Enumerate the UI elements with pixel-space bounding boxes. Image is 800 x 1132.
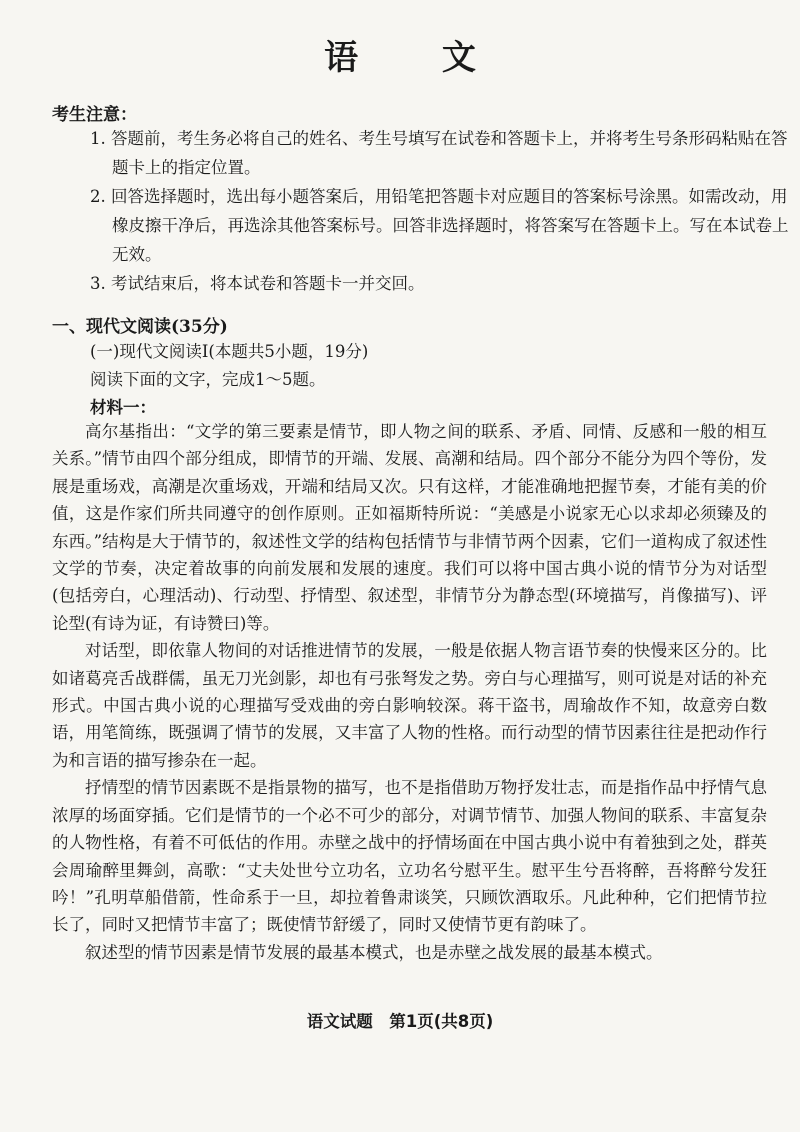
paragraph: 对话型，即依靠人物间的对话推进情节的发展，一般是依据人物言语节奏的快慢来区分的。比如诸葛亮舌战群儒，虽无刀光剑影，却也有弓张弩发之势。旁白与心理描写，则可说是对话的补充形式。中国古典小说的心理描写受戏曲的旁白影响较深。蒋干盗书，周瑜故作不知，故意旁白数语，用笔简练，既强调了情节的发展，又丰富了人物的性格。而行动型的情节因素往往是把动作行为和言语的描写掺杂在一起。 — [52, 641, 767, 770]
notice-item: 3. 考试结束后，将本试卷和答题卡一并交回。 — [90, 274, 425, 293]
page-title: 语 文 — [324, 38, 512, 78]
material-body — [52, 418, 767, 966]
page-footer: 语文试题 第1页(共8页) — [306, 1012, 494, 1031]
subsection-heading: (一)现代文阅读Ⅰ(本题共5小题，19分) — [90, 342, 369, 361]
notice-item: 1. 答题前，考生务必将自己的姓名、考生号填写在试卷和答题卡上，并将考生号条形码粘贴在答题卡上的指定位置。 — [90, 129, 788, 177]
material-label: 材料一： — [90, 398, 156, 417]
paragraph: 抒情型的情节因素既不是指景物的描写，也不是指借助万物抒发壮志，而是指作品中抒情气息浓厚的场面穿插。它们是情节的一个必不可少的部分，对调节情节、加强人物间的联系、丰富复杂的人物性格，有着不可低估的作用。赤壁之战中的抒情场面在中国古典小说中有着独到之处，群英会周瑜醉里舞剑，高歌：“丈夫处世兮立功名，立功名兮慰平生。慰平生兮吾将醉，吾将醉兮发狂吟！”孔明草船借箭，性命系于一旦，却拉着鲁肃谈笑，只顾饮酒取乐。凡此种种，它们把情节拉长了，同时又把情节丰富了；既使情节舒缓了，同时又使情节更有韵味了。 — [52, 778, 767, 935]
notice-heading: 考生注意： — [52, 105, 137, 125]
notice-list — [90, 124, 790, 298]
section-heading: 一、现代文阅读(35分) — [52, 317, 228, 337]
paragraph: 叙述型的情节因素是情节发展的最基本模式，也是赤壁之战发展的最基本模式。 — [85, 942, 663, 962]
paragraph: 高尔基指出：“文学的第三要素是情节，即人物之间的联系、矛盾、同情、反感和一般的相互关系。”情节由四个部分组成，即情节的开端、发展、高潮和结局。四个部分不能分为四个等份，发展是重场戏，高潮是次重场戏，开端和结局又次。只有这样，才能准确地把握节奏，才能有美的价值，这是作家们所共同遵守的创作原则。正如福斯特所说：“美感是小说家无心以求却必须臻及的东西。”结构是大于情节的，叙述性文学的结构包括情节与非情节两个因素，它们一道构成了叙述性文学的节奏，决定着故事的向前发展和发展的速度。我们可以将中国古典小说的情节分为对话型(包括旁白，心理活动)、行动型、抒情型、叙述型，非情节分为静态型(环境描写，肖像描写)、评论型(有诗为证，有诗赞曰)等。 — [52, 422, 767, 633]
notice-item: 2. 回答选择题时，选出每小题答案后，用铅笔把答题卡对应题目的答案标号涂黑。如需改动，用橡皮擦干净后，再选涂其他答案标号。回答非选择题时，将答案写在答题卡上。写在本试卷上无效。 — [90, 187, 789, 264]
reading-instruction: 阅读下面的文字，完成1～5题。 — [90, 370, 326, 389]
